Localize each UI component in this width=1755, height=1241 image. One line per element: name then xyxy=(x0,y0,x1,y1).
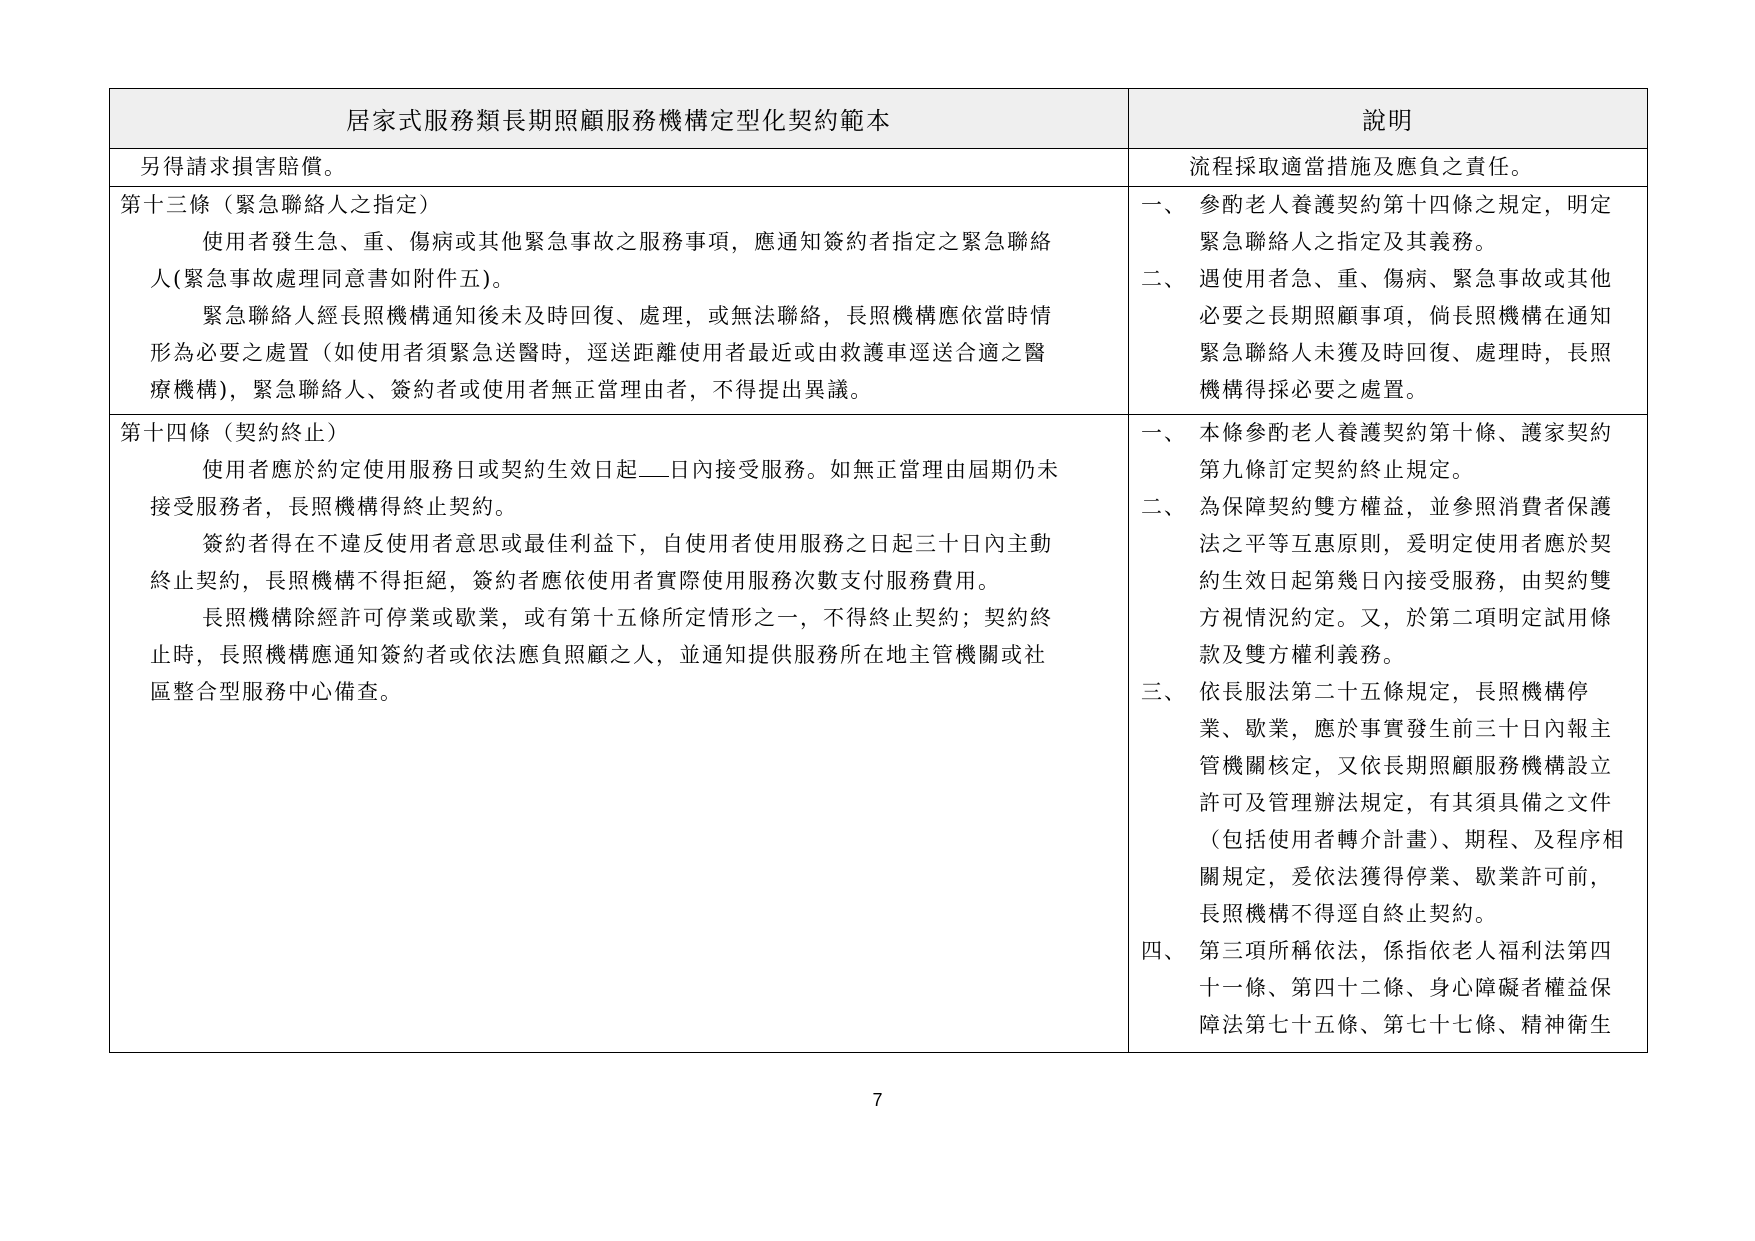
days-blank-field xyxy=(639,454,669,477)
header-explanation: 說明 xyxy=(1129,89,1648,149)
table-row-article-13 xyxy=(110,187,1648,415)
continued-left-text: 另得請求損害賠償。 xyxy=(140,155,347,179)
table-row-article-14 xyxy=(110,415,1648,1053)
article-13-para1-line1: 使用者發生急、重、傷病或其他緊急事故之服務事項，應通知簽約者指定之緊急聯絡 xyxy=(202,230,1053,254)
article-13-para2-line3: 療機構)，緊急聯絡人、簽約者或使用者無正當理由者，不得提出異議。 xyxy=(150,378,874,402)
article-14-para1-line1: 使用者應於約定使用服務日或契約生效日起 日內接受服務。如無正當理由屆期仍未 xyxy=(120,452,1122,489)
table-row-continued xyxy=(110,149,1648,187)
article-14-para3-line2: 止時，長照機構應通知簽約者或依法應負照顧之人，並通知提供服務所在地主管機關或社 xyxy=(150,643,1047,667)
header-contract-template: 居家式服務類長期照顧服務機構定型化契約範本 xyxy=(110,89,1129,149)
article-13-para2-line1: 緊急聯絡人經長照機構通知後未及時回復、處理，或無法聯絡，長照機構應依當時情 xyxy=(202,304,1053,328)
article-14-title: 第十四條（契約終止） xyxy=(120,421,350,445)
article-13-para1-line2: 人(緊急事故處理同意書如附件五)。 xyxy=(150,267,516,291)
article-14-para3-line1: 長照機構除經許可停業或歇業，或有第十五條所定情形之一，不得終止契約；契約終 xyxy=(202,606,1053,630)
page-number: 7 xyxy=(872,1090,883,1110)
article-14-para3-line3: 區整合型服務中心備查。 xyxy=(150,680,403,704)
article-14-para2-line2: 終止契約，長照機構不得拒絕，簽約者應依使用者實際使用服務次數支付服務費用。 xyxy=(150,569,1001,593)
table-header-row xyxy=(110,89,1648,149)
continued-right-text: 流程採取適當措施及應負之責任。 xyxy=(1189,155,1534,179)
article-13-note-1: 一、 參酌老人養護契約第十四條之規定，明定 緊急聯絡人之指定及其義務。 xyxy=(1141,193,1613,254)
contract-table xyxy=(109,88,1648,1053)
article-14-note-4: 四、 第三項所稱依法，係指依老人福利法第四 十一條、第四十二條、身心障礙者權益保 障法第七十五條、第七十七條、精神衛生 xyxy=(1141,939,1613,1037)
article-14-note-2: 二、 為保障契約雙方權益，並參照消費者保護 法之平等互惠原則，爰明定使用者應於契 約生效日起第幾日內接受服務，由契約雙 方視情況約定。又，於第二項明定試用條 款及雙方權利義務。 xyxy=(1141,495,1613,667)
article-13-note-2: 二、 遇使用者急、重、傷病、緊急事故或其他 必要之長期照顧事項，倘長照機構在通知 緊急聯絡人未獲及時回復、處理時，長照 機構得採必要之處置。 xyxy=(1141,267,1613,402)
article-13-title: 第十三條（緊急聯絡人之指定） xyxy=(120,193,442,217)
article-14-para2-line1: 簽約者得在不違反使用者意思或最佳利益下，自使用者使用服務之日起三十日內主動 xyxy=(202,532,1053,556)
article-14-para1-line2: 接受服務者，長照機構得終止契約。 xyxy=(150,495,518,519)
article-14-note-3: 三、 依長服法第二十五條規定，長照機構停 業、歇業，應於事實發生前三十日內報主 管機關核定，又依長期照顧服務機構設立 許可及管理辦法規定，有其須具備之文件 （包括使用者轉介計畫）、期程、及程序相 關規定，爰依法獲得停業、歇業許可前， 長照機構不得逕自終止契約。 xyxy=(1141,680,1626,926)
article-13-para2-line2: 形為必要之處置（如使用者須緊急送醫時，逕送距離使用者最近或由救護車逕送合適之醫 xyxy=(150,341,1047,365)
article-14-note-1: 一、 本條參酌老人養護契約第十條、護家契約 第九條訂定契約終止規定。 xyxy=(1141,421,1613,482)
